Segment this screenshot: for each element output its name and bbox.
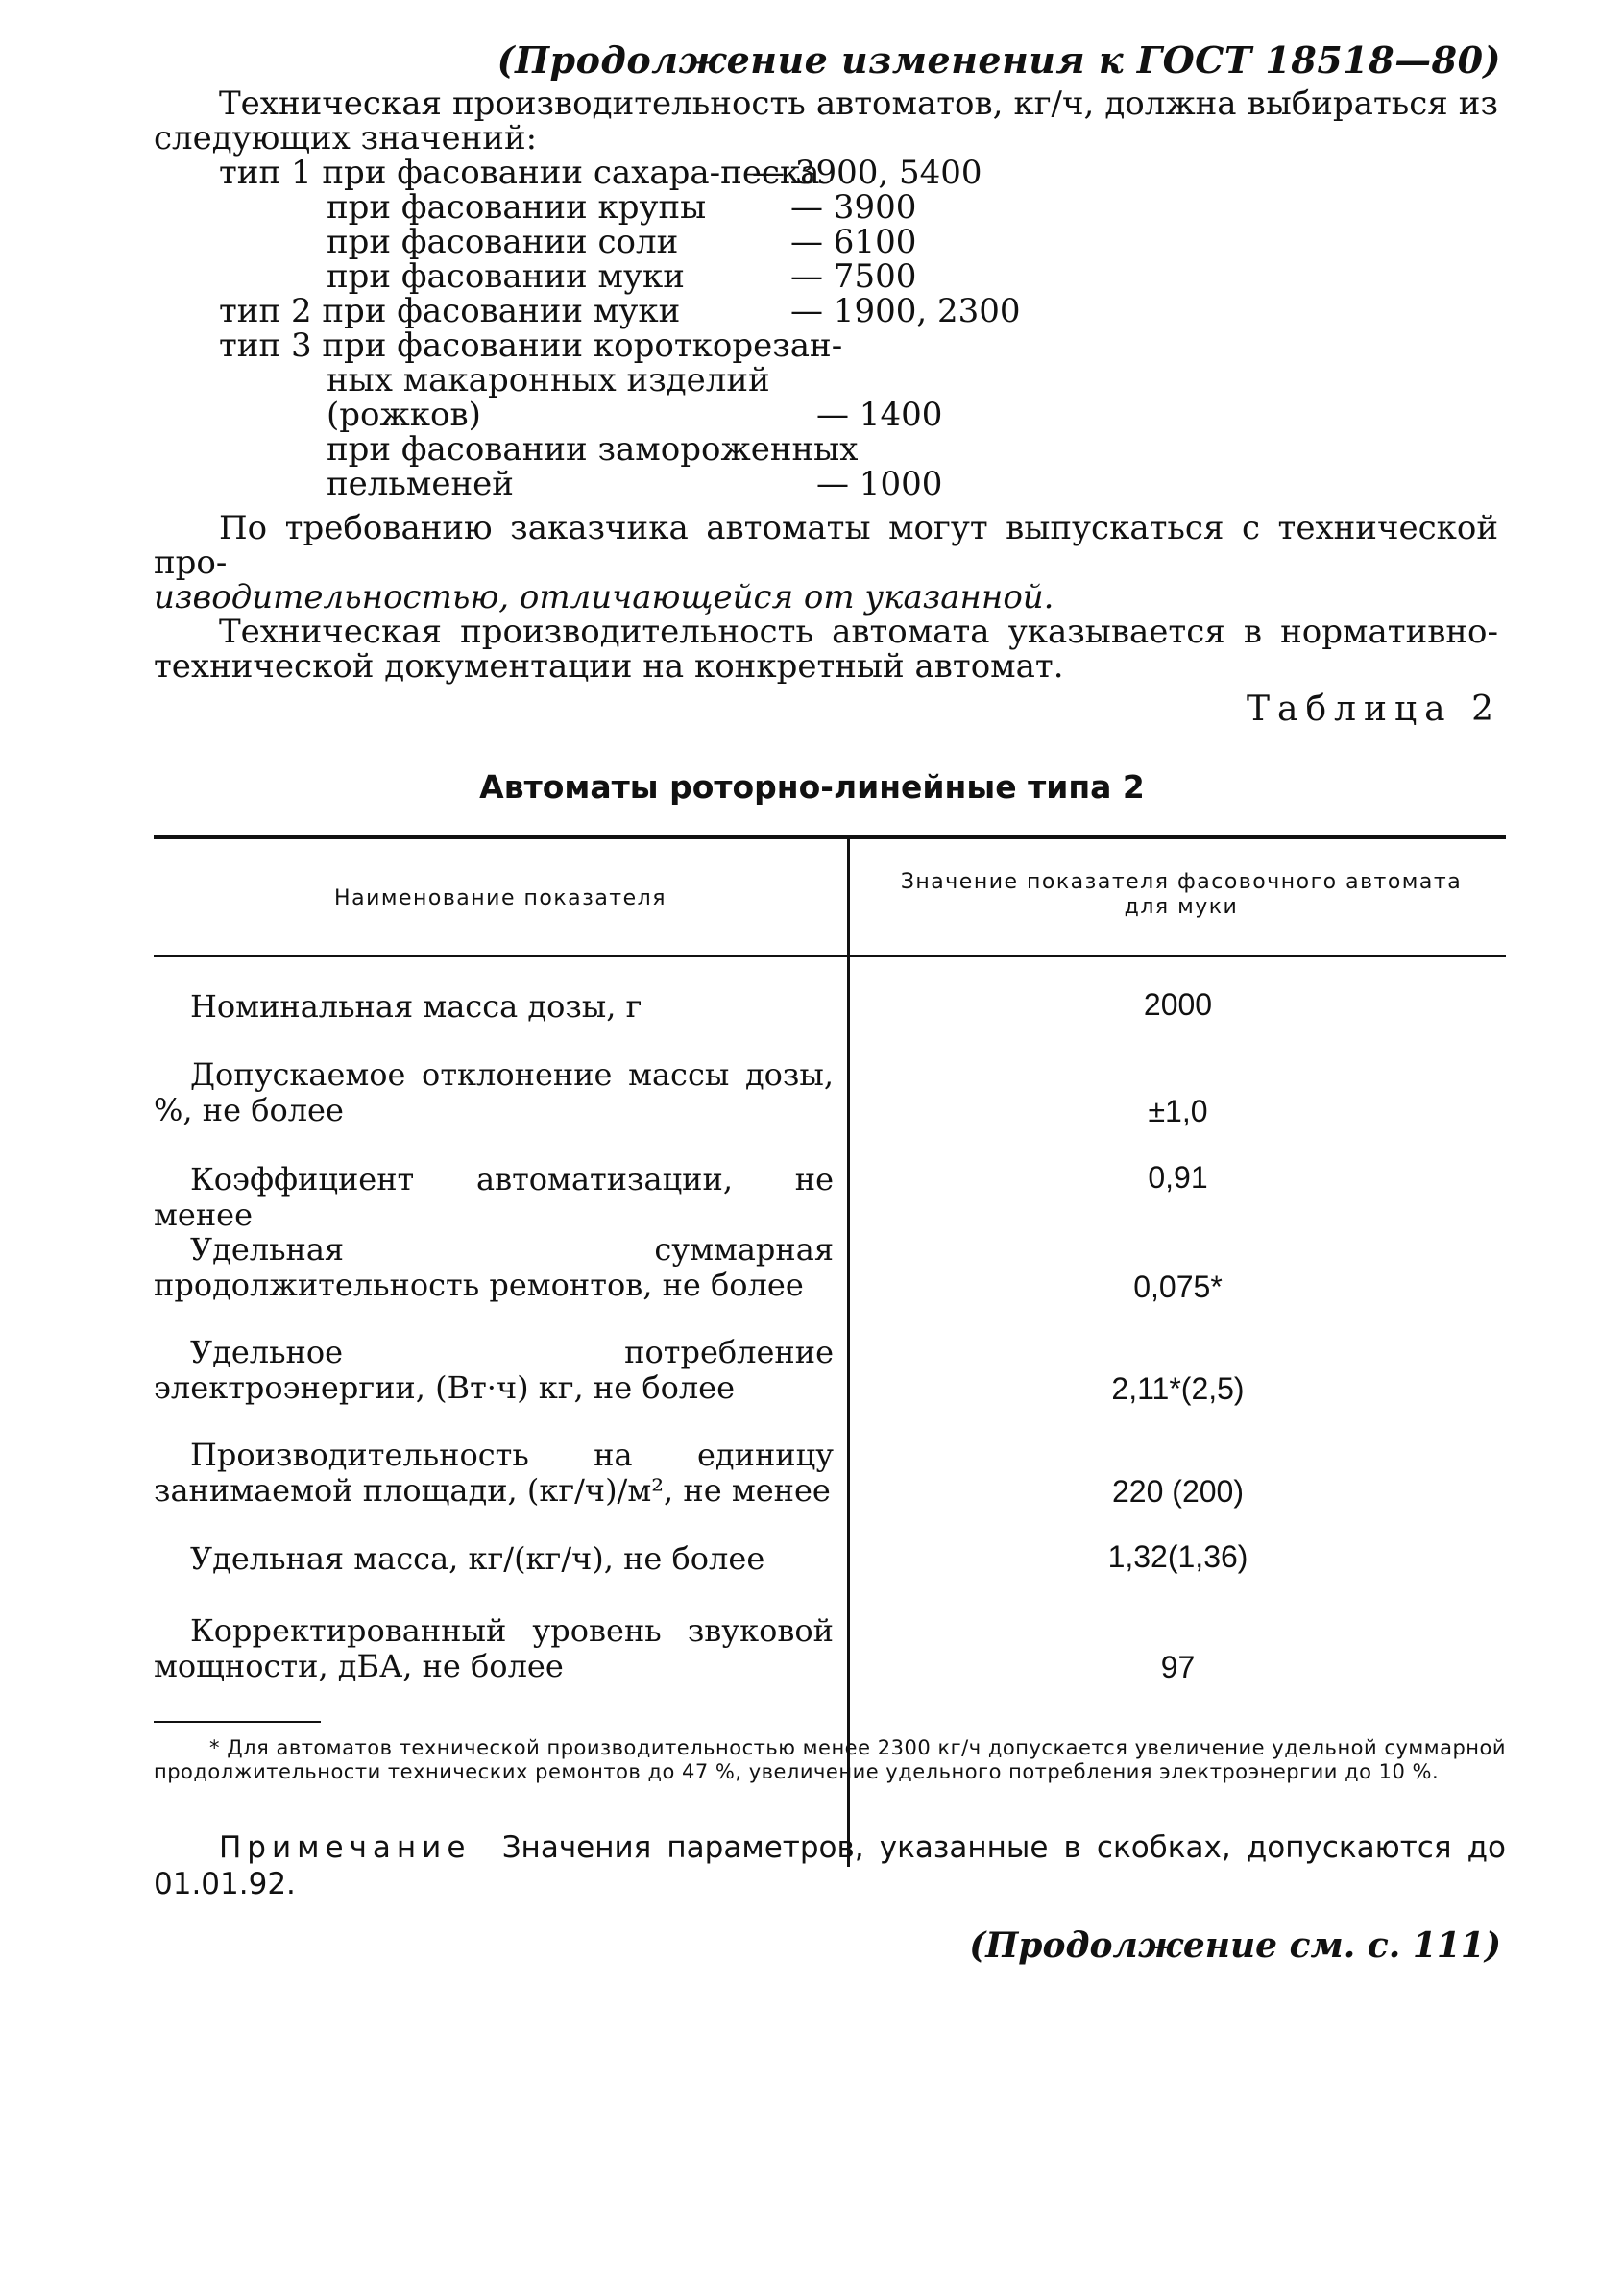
- customer-paragraph: По требованию заказчика автоматы могут выпускаться с технической про-: [154, 509, 1498, 582]
- value-amount: — 1400: [816, 396, 943, 434]
- note-text: Значения параметров, указанные в скобках, допускаются до 01.01.92.: [154, 1830, 1506, 1901]
- value-amount: — 7500: [790, 257, 917, 296]
- value-label: тип 2 при фасовании муки: [219, 292, 681, 330]
- footnote-rule: [154, 1721, 321, 1723]
- value-label: при фасовании замороженных: [327, 430, 859, 469]
- note-label: Примечание: [219, 1830, 472, 1865]
- column-header-name: Наименование показателя: [334, 886, 667, 910]
- value-label: пельменей: [327, 465, 514, 503]
- table-row-name: Производительность на единицу занимаемой площади, (кг/ч)/м², не менее: [154, 1437, 834, 1509]
- table-row-name: Корректированный уровень звуковой мощности, дБА, не более: [154, 1612, 834, 1684]
- value-label: ных макаронных изделий: [327, 361, 770, 399]
- value-label: (рожков): [327, 396, 481, 434]
- value-amount: — 6100: [790, 223, 917, 261]
- productivity-paragraph: Техническая производительность автоматов, кг/ч, должна выбираться из следующих значений:: [154, 85, 1498, 157]
- value-label: при фасовании крупы: [327, 188, 707, 227]
- productivity-values: [154, 156, 1498, 511]
- table-row-value: 1,32(1,36): [1107, 1539, 1248, 1574]
- footnote: * Для автоматов технической производительностью менее 2300 кг/ч допускается увеличение удельной суммарной продолжительности технических ремонтов до 47 %, увеличение удельного потребления электроэнергии до 10 %.: [154, 1736, 1506, 1783]
- header-bottom-rule: [154, 955, 1506, 957]
- table-row-name: Номинальная масса дозы, г: [190, 988, 642, 1025]
- table-row-value: 97: [1160, 1650, 1196, 1684]
- column-header-value: Значение показателя фасовочного автомата для муки: [900, 870, 1463, 919]
- value-label: тип 3 при фасовании короткорезан-: [219, 327, 843, 365]
- table-row-value: ±1,0: [1148, 1094, 1208, 1128]
- value-label: при фасовании муки: [327, 257, 685, 296]
- table-row-value: 220 (200): [1112, 1474, 1244, 1509]
- intro-section: [154, 86, 1498, 684]
- table-row-name: Удельная масса, кг/(кг/ч), не более: [190, 1540, 765, 1577]
- table-title: Автоматы роторно-линейные типа 2: [479, 768, 1145, 806]
- table-row-name: Удельная суммарная продолжительность ремонтов, не более: [154, 1231, 834, 1303]
- note: [154, 1829, 1506, 1902]
- table-row-name: Допускаемое отклонение массы дозы, %, не более: [154, 1056, 834, 1128]
- table-row-value: 0,075*: [1133, 1270, 1223, 1304]
- value-amount: — 3900: [790, 188, 917, 227]
- table-top-rule: [154, 835, 1506, 839]
- customer-paragraph-cont: изводительностью, отличающейся от указанной.: [154, 578, 1054, 617]
- table-row-value: 2,11*(2,5): [1111, 1371, 1245, 1406]
- table-row-name: Коэффициент автоматизации, не менее: [154, 1161, 834, 1233]
- header-continuation: (Продолжение изменения к ГОСТ 18518—80): [497, 38, 1501, 82]
- value-amount: — 1000: [816, 465, 943, 503]
- value-amount: — 3900, 5400: [752, 154, 982, 192]
- value-label: при фасовании соли: [327, 223, 679, 261]
- value-label: тип 1 при фасовании сахара-песка: [219, 154, 820, 192]
- value-amount: — 1900, 2300: [790, 292, 1021, 330]
- table-row-value: 2000: [1143, 987, 1213, 1022]
- table-label: Таблица 2: [1247, 689, 1501, 729]
- table-row-name: Удельное потребление электроэнергии, (Вт·ч) кг, не более: [154, 1334, 834, 1406]
- footer-continuation: (Продолжение см. с. 111): [969, 1925, 1501, 1966]
- table-row-value: 0,91: [1148, 1160, 1208, 1195]
- documentation-paragraph: Техническая производительность автомата указывается в нормативно-технической документации на конкретный автомат.: [154, 613, 1498, 686]
